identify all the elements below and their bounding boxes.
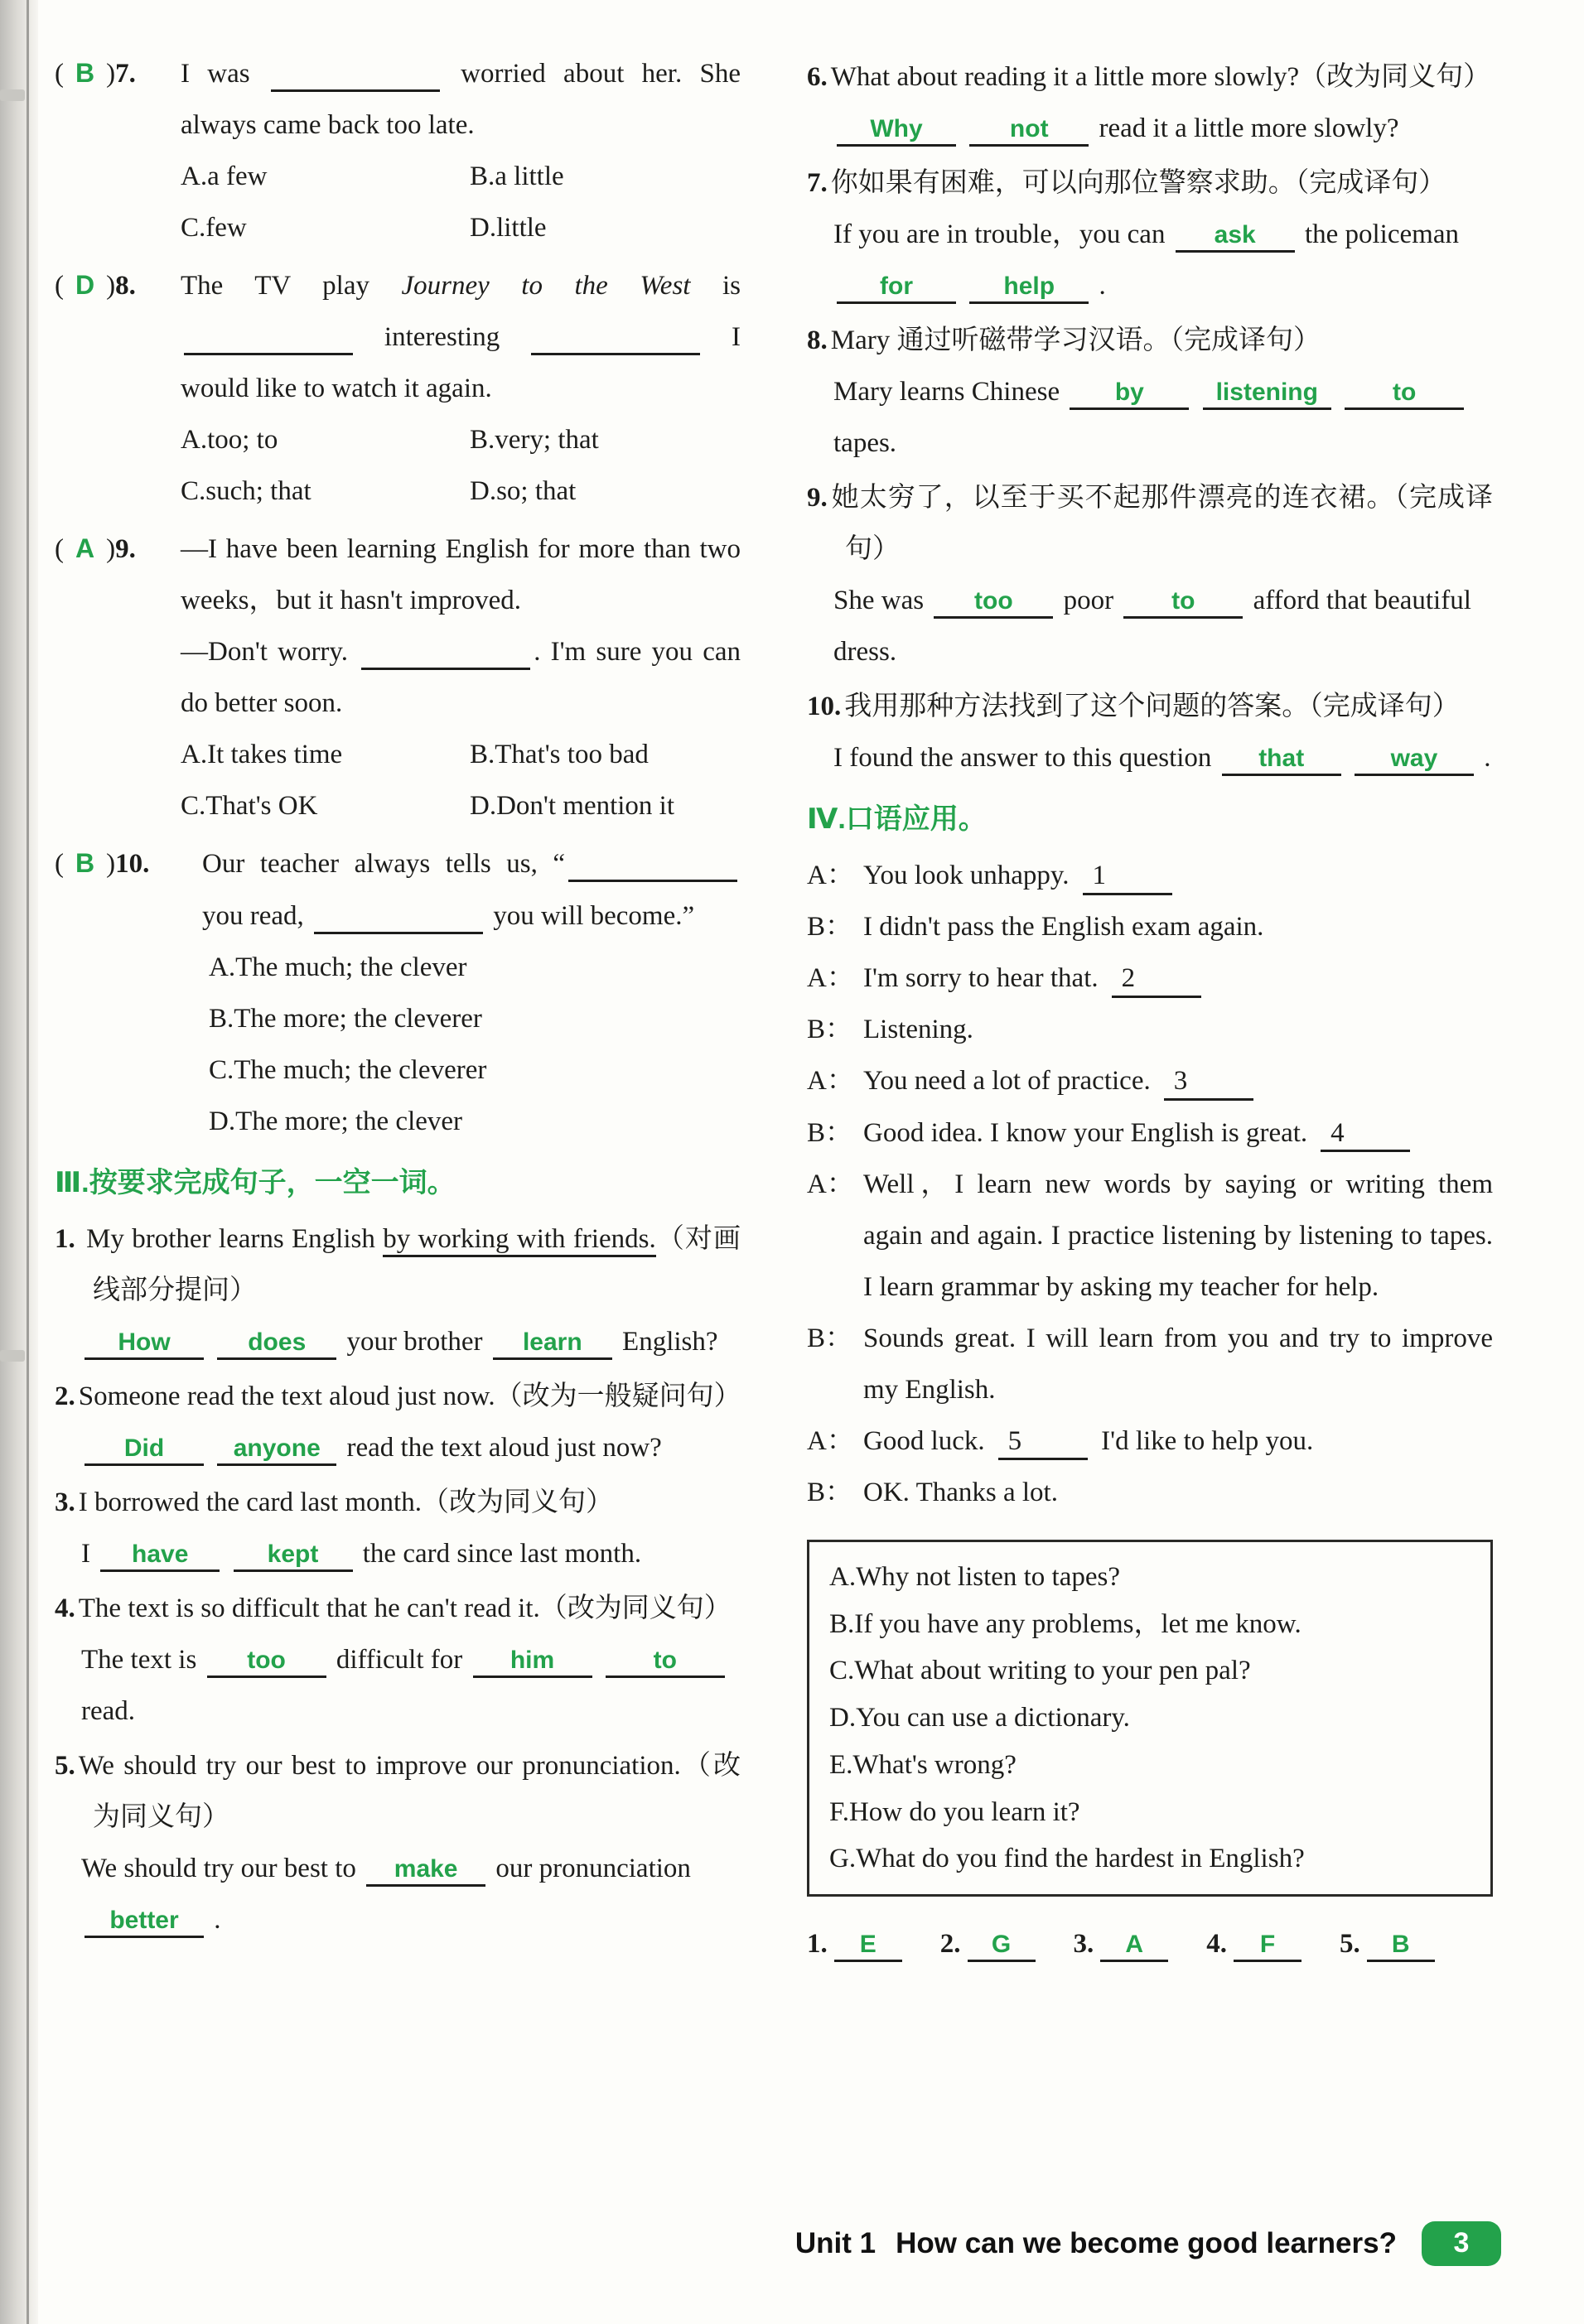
mc-question-8 [55,260,741,517]
answer-prefix [55,838,202,890]
answer-key-item [1074,1918,1169,1970]
speaker-label: B： [807,912,853,943]
answer-blank: learn [493,1328,612,1360]
answer-text: tapes. [833,428,897,459]
blank-empty [314,902,483,934]
question-number: 9. [115,534,136,565]
choice-box [807,1540,1493,1897]
answer-text: The text is [81,1644,197,1675]
stem-text: —Don't worry. [181,637,349,668]
answer-blank: How [85,1328,204,1360]
answer-line [807,575,1493,677]
paren-close: ) [106,849,116,880]
options [181,414,741,517]
option-d: D.little [470,213,547,243]
answer-blank: kept [234,1540,353,1572]
answer-line [55,1528,741,1579]
dialogue-line [807,1004,1493,1055]
source-text: Mary 通过听磁带学习汉语。（完成译句） [830,325,1321,356]
answer-text: read it a little more slowly? [1099,113,1399,144]
answer-line [55,1316,741,1367]
mc-question-9 [55,523,741,832]
option-c: C.That's OK [181,791,318,822]
item-number: 7. [807,168,828,199]
rewrite-item-5 [55,1740,741,1946]
dialogue-line [807,1055,1493,1107]
source-sentence [807,472,1493,575]
answer-line [807,103,1493,154]
speaker-label: A： [807,1066,854,1097]
answer-prefix [55,260,181,311]
paren-close: ) [106,271,116,301]
option-c: C.such; that [181,476,311,507]
answer-text: English? [622,1326,718,1357]
options [209,942,741,1147]
option-b: B.a little [470,162,564,192]
item-number: 6. [807,62,828,92]
dialogue-text: Well，I learn new words by saying or writing them again and again. I practice listening by listening to tapes. I learn grammar by asking my teacher for help. [863,1169,1493,1302]
option-d: D.Don't mention it [470,791,675,822]
answer-text: poor [1063,586,1114,616]
translate-item-10 [807,681,1493,784]
answer-letter: D [75,270,95,301]
option-c: C.The much; the cleverer [209,1054,487,1085]
choice-a: A.Why not listen to tapes? [829,1561,1121,1592]
unit-title: How can we become good learners? [896,2227,1397,2260]
source-sentence [55,1477,741,1528]
item-number: 1. [55,1223,75,1254]
answer-text: read. [81,1695,136,1726]
option-d: D.The more; the clever [209,1106,463,1136]
stem-text: Our teacher always tells us, “ [202,849,565,880]
option-b: B.That's too bad [470,740,649,770]
source-sentence [55,1740,741,1843]
source-sentence [55,1213,741,1316]
answer-key-item [807,1918,902,1970]
underlined-phrase: by working with friends. [383,1224,656,1257]
answer-prefix [55,48,181,99]
speaker-label: A： [807,1425,854,1456]
speaker-label: B： [807,1323,853,1353]
page-content [55,48,1538,1970]
key-answer: E [834,1930,902,1962]
dialogue-text: You look unhappy. [863,861,1070,891]
page-number: 3 [1453,2227,1470,2259]
source-text: What about reading it a little more slowly?（改为同义句） [830,62,1491,92]
option-a: A.The much; the clever [209,952,467,982]
rewrite-item-2 [55,1371,741,1473]
question-number: 8. [115,271,136,301]
dialogue-text: Good idea. I know your English is great. [863,1117,1308,1148]
dialogue-text: You need a lot of practice. [863,1066,1151,1097]
answer-letter: A [75,533,95,564]
left-column [55,48,741,1970]
answer-text: afford that beautiful dress. [833,586,1471,668]
rewrite-item-3 [55,1477,741,1579]
answer-text: read the text aloud just now? [346,1432,662,1463]
dialogue-text: Sounds great. I will learn from you and try to improve my English. [863,1323,1493,1405]
speaker-label: B： [807,1015,853,1045]
stem-text: you read, [202,900,304,931]
choice-b: B.If you have any problems，let me know. [829,1608,1301,1639]
dialogue-line [807,1467,1493,1518]
answer-key-item [1206,1918,1301,1970]
answer-line [55,1843,741,1946]
source-sentence [55,1371,741,1422]
dialogue-line [807,952,1493,1004]
numbered-blank: 3 [1164,1065,1253,1101]
key-answer: A [1100,1930,1168,1962]
book-binding-edge [0,0,38,2324]
item-number: 9. [807,483,828,513]
stem-text: I would like to watch it again. [181,322,741,404]
speaker-label: A： [807,963,854,994]
answer-blank: not [969,114,1089,147]
answer-text: I found the answer to this question [833,743,1212,774]
key-number: 3. [1073,1929,1094,1959]
key-answer: B [1367,1930,1435,1962]
answer-text: Mary learns Chinese [833,377,1060,407]
choice-d: D.You can use a dictionary. [829,1703,1130,1733]
answer-line [807,732,1493,784]
stem-text: —I have been learning English for more than two weeks，but it hasn't improved. [181,534,741,616]
answer-key-item [940,1918,1036,1970]
mc-question-10 [55,838,741,1146]
question-stem-line2 [55,626,741,729]
paper-crease [0,1350,25,1362]
page-number-badge [1422,2221,1501,2266]
dialogue-text: I'm sorry to hear that. [863,963,1099,994]
answer-blank: have [100,1540,220,1572]
blank-empty [271,60,440,92]
option-c: C.few [181,213,247,243]
answer-text: If you are in trouble，you can [833,219,1166,250]
dialogue-line [807,901,1493,952]
translate-item-7 [807,157,1493,311]
mc-question-7 [55,48,741,253]
answer-blank: ask [1176,220,1295,253]
answer-text: She was [833,586,925,616]
answer-line [807,366,1493,469]
right-column [807,48,1493,1970]
numbered-blank: 2 [1112,962,1201,998]
source-sentence [807,315,1493,366]
book-title-italic: Journey to the West [401,271,691,301]
option-b: B.very; that [470,425,599,456]
option-a: A.a few [181,162,268,192]
option-d: D.so; that [470,476,577,507]
stem-text: The TV play [181,271,369,301]
rewrite-item-6 [807,51,1493,154]
stem-text: I was [181,59,250,89]
option-a: A.It takes time [181,740,343,770]
paren-open: ( [55,271,64,301]
answer-blank: for [837,272,956,304]
source-sentence [807,51,1493,103]
paren-close: ) [106,534,116,565]
answer-blank: to [1123,586,1243,619]
dialogue-text: Listening. [863,1015,973,1045]
answer-blank: that [1222,744,1341,776]
blank-empty [531,323,700,355]
speaker-label: B： [807,1117,853,1148]
stem-text: you will become.” [493,900,695,931]
answer-blank: does [217,1328,336,1360]
answer-blank: Did [85,1434,204,1466]
choice-c: C.What about writing to your pen pal? [829,1656,1251,1686]
dialogue-line [807,1159,1493,1313]
source-text: The text is so difficult that he can't read it.（改为同义句） [78,1593,732,1623]
answer-blank: too [207,1646,326,1678]
item-number: 8. [807,325,828,356]
stem-text: is [722,271,741,301]
dialogue-line [807,850,1493,901]
answer-blank: to [606,1646,725,1678]
key-answer: G [968,1930,1036,1962]
answer-key-row [807,1918,1493,1970]
source-text: We should try our best to improve our pronunciation.（改为同义句） [78,1750,741,1832]
numbered-blank: 1 [1083,860,1172,895]
source-text: Someone read the text aloud just now.（改为一般疑问句） [78,1381,741,1411]
item-number: 10. [807,692,842,722]
item-number: 4. [55,1593,75,1623]
speaker-label: B： [807,1477,853,1507]
paren-open: ( [55,59,64,89]
key-number: 4. [1206,1929,1227,1959]
answer-letter: B [75,848,95,879]
question-number: 7. [115,59,136,89]
answer-blank: listening [1203,378,1331,410]
answer-text: the card since last month. [362,1538,642,1569]
options [181,729,741,832]
answer-blank: by [1070,378,1189,410]
choice-e: E.What's wrong? [829,1749,1017,1780]
answer-text: your brother [346,1326,483,1357]
section3-header: Ⅲ.按要求完成句子，一空一词。 [55,1166,456,1198]
blank-empty [568,850,737,882]
speaker-label: A： [807,861,854,891]
item-number: 2. [55,1381,75,1411]
answer-letter: B [75,58,95,88]
source-text: 我用那种方法找到了这个问题的答案。（完成译句） [844,692,1460,722]
blank-empty [184,323,353,355]
translate-item-8 [807,315,1493,469]
speaker-label: A： [807,1169,854,1199]
options [181,151,741,253]
answer-line [807,209,1493,311]
unit-label: Unit 1 [794,2227,877,2260]
answer-key-item [1340,1918,1435,1970]
source-text: I borrowed the card last month.（改为同义句） [78,1487,613,1517]
source-sentence [807,157,1493,209]
item-number: 5. [55,1750,75,1781]
source-text: 你如果有困难，可以向那位警察求助。（完成译句） [830,168,1446,199]
answer-blank: anyone [217,1434,336,1466]
option-a: A.too; to [181,425,278,456]
source-text: 她太穷了，以至于买不起那件漂亮的连衣裙。（完成译句） [830,483,1493,565]
key-number: 2. [939,1929,961,1959]
numbered-blank: 4 [1321,1117,1410,1153]
binding-line [27,0,29,2324]
answer-line [55,1422,741,1473]
page-footer [795,2216,1501,2271]
question-stem [55,260,741,414]
key-answer: F [1234,1930,1301,1962]
paren-open: ( [55,849,64,880]
question-stem [55,838,741,941]
answer-blank: help [969,272,1089,304]
choice-f: F.How do you learn it? [829,1796,1080,1827]
answer-blank: to [1345,378,1464,410]
answer-blank: better [85,1906,204,1938]
answer-blank: make [366,1854,485,1887]
answer-text: difficult for [336,1644,463,1675]
blank-empty [361,638,530,670]
answer-prefix [55,523,181,575]
stem-text: interesting [384,322,500,353]
answer-line [55,1634,741,1737]
dialogue-text: OK. Thanks a lot. [863,1477,1058,1507]
answer-text: . [214,1904,221,1935]
answer-text: I [81,1538,90,1569]
paren-close: ) [106,59,116,89]
question-number: 10. [115,849,150,880]
stem-text: . I'm sure you can do better soon. [181,637,741,719]
choice-g: G.What do you find the hardest in English? [829,1844,1305,1874]
key-number: 5. [1340,1929,1360,1959]
source-sentence [807,681,1493,732]
dialogue-line [807,1313,1493,1415]
answer-text: We should try our best to [81,1853,356,1883]
answer-text: . [1484,743,1491,774]
answer-blank: way [1355,744,1474,776]
rewrite-item-4 [55,1583,741,1737]
dialogue-line [807,1415,1493,1467]
answer-text: . [1099,271,1106,301]
answer-blank: too [934,586,1053,619]
key-number: 1. [807,1929,828,1959]
translate-item-9 [807,472,1493,677]
dialogue-text: I didn't pass the English exam again. [863,912,1264,943]
option-b: B.The more; the cleverer [209,1003,482,1034]
question-stem [55,48,741,151]
paper-crease [0,89,25,101]
paren-open: ( [55,534,64,565]
section4-header: Ⅳ.口语应用。 [807,803,987,836]
question-stem [55,523,741,626]
numbered-blank: 5 [998,1425,1088,1461]
answer-text: the policeman [1304,219,1459,250]
answer-text: our pronunciation [495,1853,691,1883]
dialogue-line [807,1107,1493,1159]
answer-blank: him [473,1646,592,1678]
dialogue-text: I'd like to help you. [1101,1425,1314,1456]
source-sentence [55,1583,741,1634]
answer-blank: Why [837,114,956,147]
rewrite-item-1 [55,1213,741,1367]
source-text: My brother learns English [86,1223,375,1254]
item-number: 3. [55,1487,75,1517]
instruction-note: （对画线部分提问） [93,1223,741,1305]
stem-text: worried about her. She always came back too late. [181,59,741,141]
dialogue-text: Good luck. [863,1425,985,1456]
